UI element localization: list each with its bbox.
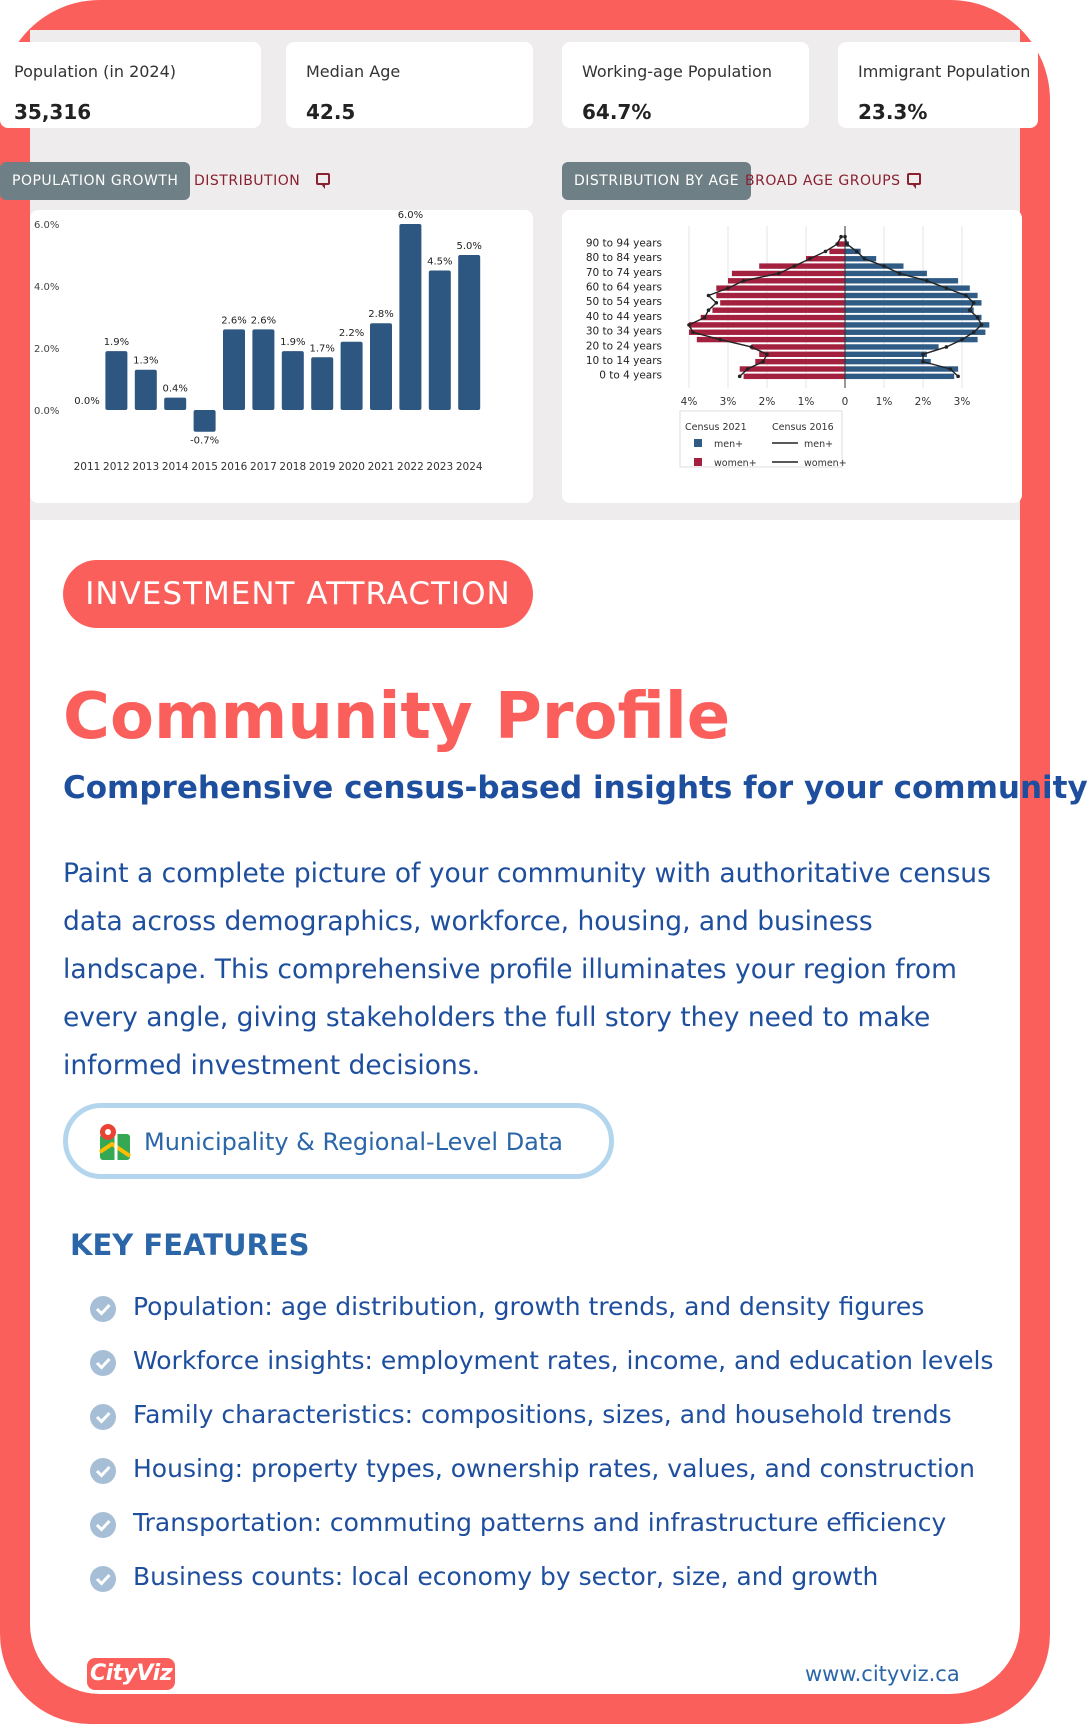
check-circle-icon: [90, 1296, 116, 1322]
bar-women: [701, 315, 845, 320]
legend-label: women+: [714, 458, 757, 469]
x-tick-label: 2013: [132, 461, 160, 473]
badge-label: Municipality & Regional-Level Data: [144, 1128, 564, 1156]
bar: [370, 323, 392, 410]
age-tick-label: 70 to 74 years: [585, 266, 662, 279]
bar-men: [845, 278, 958, 283]
pyramid-chart-panel: [562, 210, 1022, 503]
bar: [458, 255, 480, 410]
map-pin-icon: [98, 1122, 132, 1166]
x-tick-label: 2014: [161, 461, 189, 473]
point-2016: [949, 367, 953, 371]
age-tick-label: 0 to 4 years: [599, 369, 662, 382]
point-2016: [898, 272, 902, 276]
x-tick-label: 2022: [397, 461, 424, 473]
x-tick-label: 1%: [797, 396, 815, 408]
point-2016: [718, 338, 722, 342]
bar: [282, 351, 304, 410]
data-label: 6.0%: [397, 210, 424, 221]
cityviz-logo[interactable]: CityViz: [87, 1658, 175, 1690]
data-label: -0.7%: [190, 435, 220, 447]
bar: [341, 342, 363, 410]
point-2016: [691, 330, 695, 334]
feature-text: Family characteristics: compositions, sizes, and household trends: [133, 1400, 952, 1429]
bar-women: [744, 374, 845, 379]
x-tick-label: 2015: [191, 461, 218, 473]
check-circle-icon: [90, 1458, 116, 1484]
page-title: Community Profile: [63, 680, 731, 754]
stat-value: 35,316: [14, 100, 92, 124]
dashboard-preview: [12, 30, 1031, 520]
x-tick-label: 2%: [914, 396, 932, 408]
stat-label: Working-age Population: [582, 62, 772, 81]
legend-swatch-men: [694, 439, 702, 447]
legend-label: women+: [804, 458, 847, 469]
feature-text: Workforce insights: employment rates, income, and education levels: [133, 1346, 994, 1375]
growth-chart-panel: [30, 210, 533, 503]
y-tick-label: 6.0%: [34, 220, 60, 231]
point-2016: [921, 360, 925, 364]
feature-text: Population: age distribution, growth trends, and density figures: [133, 1292, 925, 1321]
growth-bar-chart: [30, 210, 533, 503]
bar-women: [829, 249, 845, 254]
age-tick-label: 80 to 84 years: [585, 252, 662, 265]
description-paragraph: Paint a complete picture of your community with authoritative census data across demographics, workforce, housing, and business landscape. This comprehensive profile illuminates your region from every angle, giving stakeholders the full story they need to make informed investment decisions.: [63, 858, 991, 1081]
point-2016: [839, 235, 843, 239]
point-2016: [964, 294, 968, 298]
point-2016: [703, 316, 707, 320]
legend-group-title: Census 2021: [685, 422, 747, 433]
bar-men: [845, 374, 954, 379]
bar-men: [845, 344, 939, 349]
data-label: 0.4%: [162, 383, 188, 395]
point-2016: [925, 279, 929, 283]
x-tick-label: 2012: [103, 461, 130, 473]
bar-men: [845, 271, 927, 276]
bar-men: [845, 315, 982, 320]
check-circle-icon: [90, 1350, 116, 1376]
bar-women: [806, 256, 845, 261]
stat-value: 64.7%: [582, 100, 652, 124]
data-label: 1.9%: [280, 337, 306, 349]
bar: [105, 351, 127, 410]
comment-icon[interactable]: [316, 173, 330, 185]
point-2016: [761, 360, 765, 364]
tab-broad-age-groups[interactable]: BROAD AGE GROUPS: [745, 173, 901, 189]
age-tick-label: 40 to 44 years: [585, 310, 662, 323]
data-label: 1.9%: [103, 337, 130, 349]
bar-men: [845, 330, 985, 335]
x-tick-label: 2011: [73, 461, 101, 473]
stat-label: Median Age: [306, 62, 401, 81]
bar-men: [845, 293, 978, 298]
tab-population-growth[interactable]: POPULATION GROWTH: [0, 162, 190, 200]
x-tick-label: 0: [841, 396, 849, 408]
bar-men: [845, 322, 989, 327]
point-2016: [715, 301, 719, 305]
point-2016: [835, 242, 839, 246]
point-2016: [824, 250, 828, 254]
bar: [429, 271, 451, 411]
stat-value: 23.3%: [858, 100, 928, 124]
bar-men: [845, 263, 904, 268]
point-2016: [945, 286, 949, 290]
y-tick-label: 0.0%: [34, 406, 60, 417]
bar: [135, 370, 157, 410]
x-tick-label: 2016: [220, 461, 248, 473]
x-tick-label: 2017: [250, 461, 277, 473]
x-tick-label: 4%: [680, 396, 698, 408]
comment-icon[interactable]: [907, 173, 921, 185]
check-circle-icon: [90, 1404, 116, 1430]
data-level-badge: [63, 1103, 614, 1179]
bar-men: [845, 308, 974, 313]
category-tag: INVESTMENT ATTRACTION: [63, 560, 533, 628]
x-tick-label: 2019: [308, 461, 336, 473]
bar: [164, 398, 186, 410]
data-label: 1.3%: [133, 355, 159, 367]
stat-card-median-age: [286, 42, 533, 128]
point-2016: [863, 257, 867, 261]
bar: [194, 410, 216, 432]
point-2016: [687, 323, 691, 327]
bar-women: [759, 263, 845, 268]
data-label: 2.6%: [221, 315, 247, 327]
bar-women: [716, 293, 845, 298]
stat-value: 42.5: [306, 100, 356, 124]
feature-text: Housing: property types, ownership rates, values, and construction: [133, 1454, 975, 1483]
data-label: 2.8%: [368, 309, 394, 321]
stat-card-working-age: [562, 42, 809, 128]
bar-women: [689, 322, 845, 327]
point-2016: [808, 257, 812, 261]
x-tick-label: 2018: [279, 461, 307, 473]
age-tick-label: 20 to 24 years: [585, 340, 662, 353]
website-link[interactable]: www.cityviz.ca: [805, 1662, 960, 1686]
point-2016: [750, 345, 754, 349]
check-circle-icon: [90, 1566, 116, 1592]
stat-card-population: [0, 42, 261, 128]
data-label: 2.2%: [338, 327, 365, 339]
stat-label: Population (in 2024): [14, 62, 177, 81]
age-tick-label: 60 to 64 years: [585, 281, 662, 294]
check-circle-icon: [90, 1512, 116, 1538]
bar: [311, 357, 333, 410]
feature-text: Transportation: commuting patterns and infrastructure efficiency: [133, 1508, 947, 1537]
point-2016: [968, 308, 972, 312]
data-label: 1.7%: [309, 343, 335, 355]
data-label: 5.0%: [456, 241, 482, 252]
data-label: 0.0%: [74, 396, 100, 407]
point-2016: [980, 323, 984, 327]
point-2016: [882, 264, 886, 268]
bar-men: [845, 359, 931, 364]
population-pyramid-chart: [562, 210, 1022, 503]
x-tick-label: 3%: [953, 396, 971, 408]
bar-men: [845, 352, 927, 357]
x-tick-label: 2%: [758, 396, 776, 408]
bar-women: [712, 308, 845, 313]
point-2016: [956, 375, 960, 379]
x-tick-label: 2023: [426, 461, 454, 473]
tab-distribution[interactable]: DISTRIBUTION: [194, 173, 301, 189]
age-tick-label: 50 to 54 years: [585, 296, 662, 309]
key-features-heading: KEY FEATURES: [70, 1228, 310, 1262]
point-2016: [793, 264, 797, 268]
point-2016: [707, 294, 711, 298]
point-2016: [777, 272, 781, 276]
point-2016: [746, 367, 750, 371]
feature-text: Business counts: local economy by sector, size, and growth: [133, 1562, 879, 1591]
point-2016: [726, 286, 730, 290]
point-2016: [765, 353, 769, 357]
bar-women: [755, 359, 845, 364]
age-tick-label: 90 to 94 years: [585, 237, 662, 250]
legend-group-title: Census 2016: [772, 422, 834, 433]
x-tick-label: 2024: [455, 461, 483, 473]
point-2016: [845, 242, 849, 246]
page-subtitle: Comprehensive census-based insights for your community: [63, 770, 1088, 806]
x-tick-label: 2020: [338, 461, 365, 473]
bar-men: [845, 256, 876, 261]
x-tick-label: 3%: [719, 396, 737, 408]
legend-label: men+: [714, 439, 744, 450]
tab-distribution-by-age[interactable]: DISTRIBUTION BY AGE: [562, 162, 751, 200]
data-label: 4.5%: [427, 256, 453, 268]
age-tick-label: 10 to 14 years: [585, 354, 662, 367]
point-2016: [921, 353, 925, 357]
point-2016: [945, 345, 949, 349]
legend-swatch-women: [694, 458, 702, 466]
point-2016: [843, 235, 847, 239]
point-2016: [972, 330, 976, 334]
bar-women: [720, 300, 845, 305]
bar-women: [751, 344, 845, 349]
point-2016: [972, 301, 976, 305]
data-label: 2.6%: [250, 315, 277, 327]
bar-women: [740, 366, 845, 371]
point-2016: [976, 316, 980, 320]
bar-women: [689, 330, 845, 335]
stat-card-immigrant: [838, 42, 1038, 128]
bar-women: [716, 285, 845, 290]
point-2016: [742, 279, 746, 283]
bar-women: [732, 271, 845, 276]
bar: [223, 329, 245, 410]
point-2016: [855, 250, 859, 254]
y-tick-label: 4.0%: [34, 282, 60, 293]
bar: [252, 329, 274, 410]
y-tick-label: 2.0%: [34, 344, 60, 355]
age-tick-label: 30 to 34 years: [585, 325, 662, 338]
point-2016: [738, 375, 742, 379]
bar: [399, 224, 421, 410]
point-2016: [960, 338, 964, 342]
legend-label: men+: [804, 439, 834, 450]
stat-label: Immigrant Population: [858, 62, 1031, 81]
bar-men: [845, 300, 982, 305]
x-tick-label: 2021: [367, 461, 395, 473]
content-card: [12, 30, 1088, 1694]
x-tick-label: 1%: [875, 396, 893, 408]
point-2016: [707, 308, 711, 312]
bar-women: [759, 352, 845, 357]
